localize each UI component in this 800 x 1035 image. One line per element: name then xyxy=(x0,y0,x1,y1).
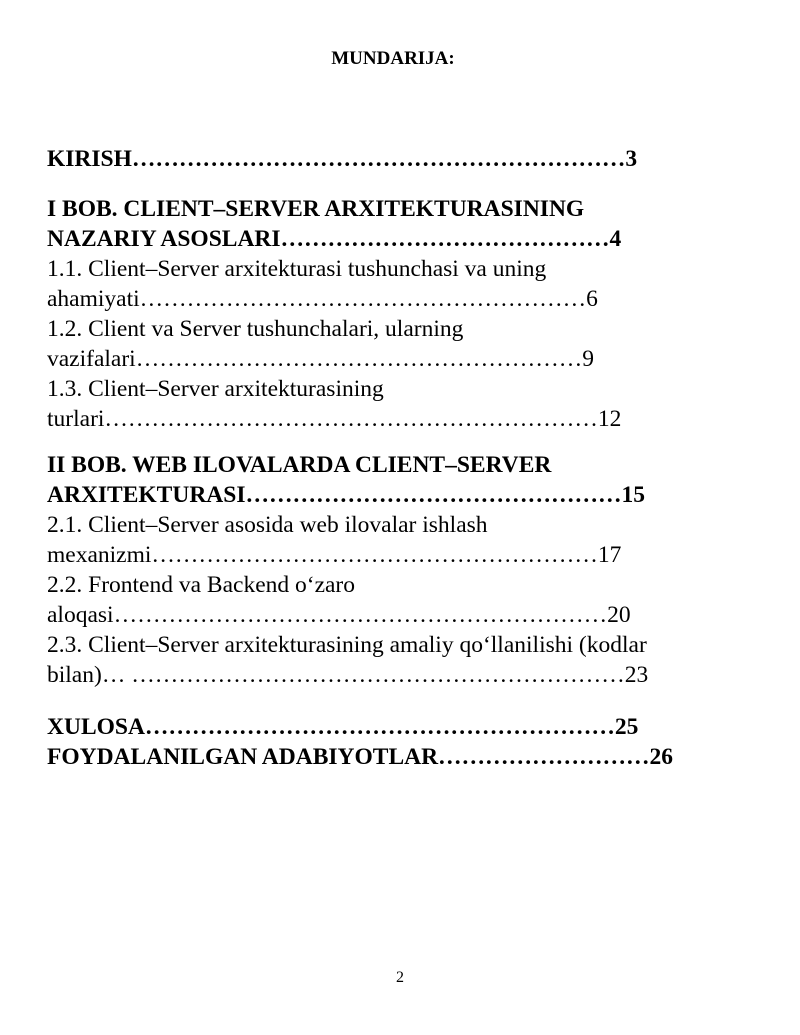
toc-section-1-1-line-2: ahamiyati…………………………………………………6 xyxy=(47,286,598,312)
toc-section-2-2-line-2: aloqasi………………………………………………………20 xyxy=(47,602,631,628)
toc-section-2-2-line-1: 2.2. Frontend va Backend o‘zaro xyxy=(47,572,356,598)
toc-section-2-1-line-1: 2.1. Client–Server asosida web ilovalar ishlash xyxy=(47,512,488,538)
toc-chapter-1-line-2: NAZARIY ASOSLARI……………………………………4 xyxy=(47,226,622,252)
toc-entry-kirish: KIRISH………………………………………………………3 xyxy=(47,146,638,172)
toc-section-1-3-line-2: turlari………………………………………………………12 xyxy=(47,406,622,432)
toc-section-2-1-line-2: mexanizmi…………………………………………………17 xyxy=(47,542,622,568)
toc-entry-adabiyotlar: FOYDALANILGAN ADABIYOTLAR………………………26 xyxy=(47,744,674,770)
toc-section-1-2-line-1: 1.2. Client va Server tushunchalari, ularning xyxy=(47,316,464,342)
toc-section-2-3-line-1: 2.3. Client–Server arxitekturasining amaliy qo‘llanilishi (kodlar xyxy=(47,632,647,658)
toc-section-1-1-line-1: 1.1. Client–Server arxitekturasi tushunchasi va uning xyxy=(47,256,547,282)
toc-section-1-2-line-2: vazifalari…………………………………………………9 xyxy=(47,346,594,372)
toc-chapter-2-line-2: ARXITEKTURASI…………………………………………15 xyxy=(47,482,645,508)
toc-chapter-2-line-1: II BOB. WEB ILOVALARDA CLIENT–SERVER xyxy=(47,452,552,478)
page-title: MUNDARIJA: xyxy=(331,48,455,69)
table-of-contents xyxy=(47,144,757,772)
toc-entry-xulosa: XULOSA……………………………………………………25 xyxy=(47,714,639,740)
toc-section-1-3-line-1: 1.3. Client–Server arxitekturasining xyxy=(47,376,384,402)
toc-section-2-3-line-2: bilan)… ………………………………………………………23 xyxy=(47,662,649,688)
toc-chapter-1-line-1: I BOB. CLIENT–SERVER ARXITEKTURASINING xyxy=(47,196,585,222)
page-number: 2 xyxy=(396,969,404,986)
